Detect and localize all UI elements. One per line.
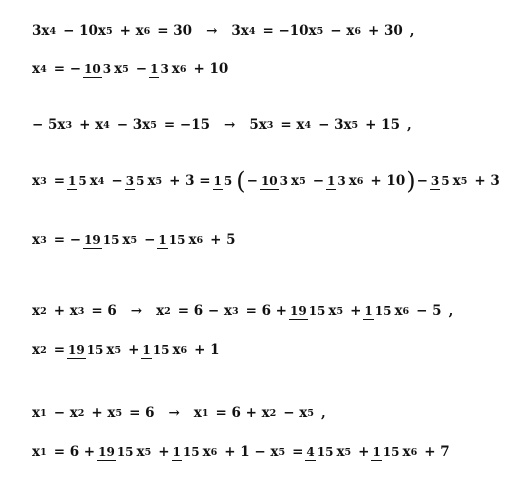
- numerator: 10: [84, 61, 101, 76]
- subscript: 1: [40, 407, 47, 419]
- term: = −15: [163, 117, 210, 133]
- denominator: 15: [374, 303, 392, 318]
- term: +: [128, 342, 140, 358]
- term: x: [188, 232, 197, 248]
- fraction: [363, 304, 392, 318]
- fraction: [260, 174, 289, 188]
- subscript: 6: [179, 63, 187, 75]
- denominator: 3: [102, 61, 112, 76]
- term: = −: [53, 232, 82, 248]
- subscript: 2: [77, 407, 85, 419]
- term: −: [144, 232, 156, 248]
- denominator: 15: [116, 444, 134, 459]
- term: x: [291, 173, 300, 189]
- denominator: 3: [279, 173, 289, 188]
- fraction: [371, 445, 400, 459]
- fraction: [97, 445, 134, 459]
- subscript: 3: [40, 175, 47, 187]
- term: + 7: [424, 444, 450, 460]
- fraction: [430, 174, 451, 188]
- term: −: [416, 173, 428, 189]
- comma: ,: [320, 405, 326, 421]
- term: +: [158, 444, 170, 460]
- denominator: 5: [136, 173, 145, 188]
- fraction: [213, 174, 234, 188]
- arrow-symbol: →: [168, 405, 180, 421]
- term: =: [292, 444, 304, 460]
- term: + 3 =: [169, 173, 211, 189]
- subscript: 1: [201, 407, 209, 419]
- fraction: [172, 445, 201, 459]
- fraction: [83, 62, 112, 76]
- term: x: [89, 173, 98, 189]
- term: − 3x: [116, 117, 151, 133]
- numerator: 19: [84, 232, 101, 247]
- term: −: [111, 173, 123, 189]
- numerator: 19: [98, 444, 115, 459]
- denominator: 3: [337, 173, 346, 188]
- term: − x: [53, 405, 78, 421]
- arrow-symbol: →: [130, 303, 143, 319]
- term: x: [202, 444, 211, 460]
- equation-1: [32, 23, 414, 39]
- subscript: 4: [40, 63, 47, 75]
- fraction: [67, 343, 104, 357]
- numerator: 1: [327, 173, 336, 188]
- term: + 3: [474, 173, 500, 189]
- term: x: [172, 342, 181, 358]
- term: x: [171, 61, 180, 77]
- term: =: [53, 342, 65, 358]
- term: − 3x: [318, 117, 352, 133]
- term: x: [122, 232, 131, 248]
- right-paren: ): [406, 167, 416, 195]
- term: = −: [53, 61, 82, 77]
- subscript: 4: [248, 25, 256, 37]
- term: −: [312, 173, 325, 189]
- equation-8: [32, 405, 326, 421]
- numerator: 19: [290, 303, 307, 318]
- numerator: 1: [150, 61, 159, 76]
- equation-2: [32, 61, 228, 77]
- numerator: 1: [364, 303, 373, 318]
- equation-5: [32, 232, 236, 248]
- term: x: [394, 303, 403, 319]
- arrow-symbol: →: [206, 23, 218, 39]
- term: + 10: [193, 61, 229, 77]
- term: x: [32, 173, 41, 189]
- subscript: 5: [150, 119, 157, 131]
- numerator: 1: [213, 173, 222, 188]
- subscript: 6: [210, 446, 218, 458]
- subscript: 6: [402, 305, 410, 317]
- subscript: 5: [155, 175, 163, 187]
- term: = 6 − x: [177, 303, 232, 319]
- term: = x: [280, 117, 305, 133]
- numerator: 19: [68, 342, 85, 357]
- subscript: 6: [143, 25, 151, 37]
- term: 3x: [32, 23, 50, 39]
- subscript: 5: [144, 446, 152, 458]
- term: x: [348, 173, 357, 189]
- term: = 6: [91, 303, 117, 319]
- subscript: 6: [354, 25, 361, 37]
- term: + x: [91, 405, 116, 421]
- term: x: [136, 444, 145, 460]
- subscript: 5: [299, 175, 306, 187]
- subscript: 2: [40, 305, 47, 317]
- term: +: [358, 444, 370, 460]
- denominator: 5: [223, 173, 233, 188]
- term: x: [402, 444, 411, 460]
- term: x: [193, 405, 202, 421]
- term: x: [32, 444, 41, 460]
- numerator: 3: [125, 173, 135, 188]
- fraction: [83, 233, 120, 247]
- term: − x: [330, 23, 355, 39]
- subscript: 3: [231, 305, 239, 317]
- term: =: [53, 173, 65, 189]
- term: + 5: [210, 232, 236, 248]
- term: 5x: [249, 117, 267, 133]
- term: + 1 − x: [224, 444, 279, 460]
- term: −: [135, 61, 148, 77]
- comma: ,: [406, 117, 412, 133]
- term: −: [246, 173, 258, 189]
- term: 3x: [231, 23, 249, 39]
- term: x: [32, 342, 41, 358]
- denominator: 15: [182, 444, 200, 459]
- subscript: 5: [115, 407, 123, 419]
- term: x: [336, 444, 345, 460]
- denominator: 15: [102, 232, 120, 247]
- numerator: 4: [306, 444, 315, 459]
- term: − 5x: [32, 117, 66, 133]
- comma: ,: [409, 23, 415, 39]
- subscript: 5: [278, 446, 286, 458]
- subscript: 6: [410, 446, 418, 458]
- equation-3: [32, 117, 412, 133]
- equation-6: [32, 303, 453, 319]
- numerator: 1: [68, 173, 77, 188]
- subscript: 5: [122, 63, 129, 75]
- term: x: [147, 173, 156, 189]
- term: x: [32, 232, 41, 248]
- denominator: 3: [160, 61, 169, 76]
- fraction: [326, 174, 347, 188]
- subscript: 1: [40, 446, 47, 458]
- term: − x: [283, 405, 308, 421]
- denominator: 15: [316, 444, 334, 459]
- subscript: 3: [40, 234, 47, 246]
- subscript: 4: [97, 175, 105, 187]
- term: − 10x: [63, 23, 106, 39]
- equation-7: [32, 342, 220, 358]
- fraction: [149, 62, 170, 76]
- term: = 6 + x: [215, 405, 270, 421]
- comma: ,: [448, 303, 454, 319]
- term: x: [452, 173, 461, 189]
- subscript: 5: [130, 234, 138, 246]
- arrow-symbol: →: [224, 117, 236, 133]
- term: x: [328, 303, 337, 319]
- term: + x: [119, 23, 144, 39]
- term: x: [32, 61, 41, 77]
- term: + 10: [370, 173, 406, 189]
- term: = 6 +: [53, 444, 96, 460]
- subscript: 3: [65, 119, 73, 131]
- subscript: 5: [105, 25, 113, 37]
- subscript: 5: [307, 407, 314, 419]
- term: + 30: [367, 23, 403, 39]
- equation-9: [32, 444, 450, 460]
- subscript: 2: [40, 344, 47, 356]
- fraction: [289, 304, 326, 318]
- denominator: 15: [382, 444, 400, 459]
- numerator: 10: [260, 173, 278, 188]
- denominator: 15: [152, 342, 170, 357]
- equation-4: [32, 169, 500, 193]
- term: x: [156, 303, 165, 319]
- left-paren: (: [236, 167, 246, 195]
- numerator: 3: [430, 173, 440, 188]
- numerator: 1: [142, 342, 151, 357]
- subscript: 6: [356, 175, 364, 187]
- term: x: [114, 61, 123, 77]
- subscript: 4: [49, 25, 57, 37]
- denominator: 5: [441, 173, 450, 188]
- subscript: 5: [460, 175, 468, 187]
- fraction: [141, 343, 170, 357]
- fraction: [305, 445, 334, 459]
- denominator: 15: [168, 232, 186, 247]
- subscript: 5: [344, 446, 352, 458]
- term: x: [32, 303, 41, 319]
- subscript: 3: [77, 305, 85, 317]
- term: = 6 +: [245, 303, 287, 319]
- subscript: 3: [266, 119, 274, 131]
- denominator: 15: [86, 342, 104, 357]
- term: x: [106, 342, 115, 358]
- subscript: 4: [103, 119, 110, 131]
- term: x: [32, 405, 41, 421]
- fraction: [125, 174, 146, 188]
- subscript: 5: [114, 344, 122, 356]
- fraction: [157, 233, 186, 247]
- numerator: 1: [372, 444, 381, 459]
- term: +: [350, 303, 362, 319]
- term: − 5: [416, 303, 442, 319]
- subscript: 2: [164, 305, 171, 317]
- term: + 15: [365, 117, 400, 133]
- term: + x: [79, 117, 104, 133]
- term: = −10x: [262, 23, 317, 39]
- denominator: 15: [308, 303, 326, 318]
- subscript: 5: [316, 25, 324, 37]
- term: = 6: [129, 405, 155, 421]
- subscript: 6: [180, 344, 188, 356]
- term: = 30: [157, 23, 193, 39]
- fraction: [67, 174, 88, 188]
- subscript: 2: [269, 407, 277, 419]
- subscript: 5: [351, 119, 359, 131]
- term: + 1: [194, 342, 220, 358]
- subscript: 5: [336, 305, 344, 317]
- numerator: 1: [158, 232, 167, 247]
- subscript: 6: [196, 234, 204, 246]
- numerator: 1: [172, 444, 181, 459]
- term: + x: [53, 303, 78, 319]
- subscript: 4: [304, 119, 312, 131]
- denominator: 5: [78, 173, 87, 188]
